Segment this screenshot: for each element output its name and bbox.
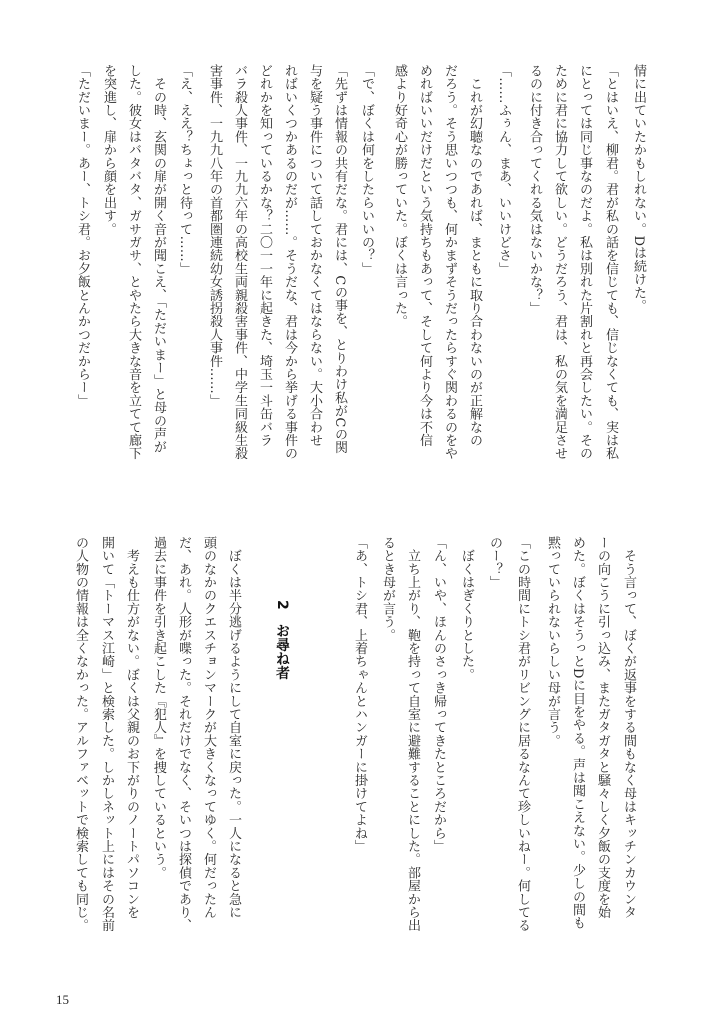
text-line: めた。ぼくはそうっとDに目をやる。声は聞こえない。少しの間も [570,536,585,930]
text-line: そう言って、ぼくが返事をする間もなく母はキッチンカウンタ [621,536,636,919]
text-line: 「ただいまー。あー、トシ君。お夕飯とんかつだからー」 [75,64,90,408]
text-line: 情に出ていたかもしれない。Dは続けた。 [631,64,646,313]
text-line: ぼくは半分逃げるようにして自室に戻った。一人になると急に [226,536,241,919]
text-line: した。彼女はバタバタ、ガサガサ、とやたら大きな音を立てて廊下 [126,64,141,460]
text-line: 感より好奇心が勝っていた。ぼくは言った。 [392,64,407,328]
text-line: ればいくつかあるのだが……。そうだな、君は今から挙げる事件の [282,64,297,460]
text-line: バラ殺人事件、一九九六年の高校生両親殺害事件、中学生同級生殺 [232,64,247,460]
text-line: 「先ずは情報の共有だな。君には、Cの事を、とりわけ私がCの関 [332,64,347,454]
text-line: を突進し、扉から顔を出す。 [101,64,116,236]
text-line: 頭のなかのクエスチョンマークが大きくなってゆく。何だったん [201,536,216,919]
text-line: これが幻聴なのであれば、まともに取り合わないのが正解なの [467,64,482,447]
text-line: 「で、ぼくは何をしたらいいの？」 [359,64,374,276]
text-line: その時、玄関の扉が開く音が聞こえ、「ただいまー」と母の声が [151,64,166,454]
text-line: 「この時間にトシ君がリビングに居るなんて珍しいねー。何してる [515,536,530,932]
text-line: 害事件、一九九八年の首都圏連続幼女誘拐殺人事件……」 [207,64,222,408]
text-line: めればいいだけだという気持ちもあって、そして何より今は不信 [417,64,432,447]
text-line: るのに付き合ってくれる気はないかな？」 [527,64,542,315]
page-number: 15 [56,992,69,1007]
text-line: 「あ、トシ君、上着ちゃんとハンガーに掛けてよね」 [352,536,367,853]
text-line: るとき母が言う。 [380,536,395,642]
section-heading: 2 お尋ね者 [274,600,290,680]
text-line: 開いて「トーマス江崎」と検索した。しかしネット上にはその名前 [99,536,114,932]
text-line: の人物の情報は全くなかった。アルファベットで検索しても同じ。 [73,536,88,932]
text-line: にとっては同じ事なのだよ。私は別れた片割れと再会したい。その [577,64,592,460]
text-line: ーの向こうに引っ込み、またガタガタと騒々しく夕飯の支度を始 [595,536,610,919]
text-line: 黙っていられないらしい母が言う。 [545,536,560,748]
text-line: のー？」 [487,536,502,589]
text-line: 与を疑う事件について話しておかなくてはならない。大小合わせ [307,64,322,447]
text-line: ぼくはぎくりとした。 [459,536,474,682]
text-line: 考えも仕方がない。ぼくは父親のお下がりのノートパソコンを [124,536,139,919]
text-line: ために君に協力して欲しい。どうだろう、君は、私の気を満足させ [552,64,567,460]
text-line: 立ち上がり、鞄を持って自室に避難することにした。部屋から出 [405,536,420,932]
text-line: 「……ふぅん、まあ、いいけどさ」 [496,64,511,276]
text-line: だ、あれ。人形が喋った。それだけでなく、そいつは探偵であり、 [176,536,191,932]
text-line: だろう。そう思いつつも、何かまずそうだったらすぐ関わるのをや [442,64,457,460]
text-line: 「とはいえ、柳君。君が私の話を信じても、信じなくても、実は私 [603,64,618,460]
text-line: 「ん、いや、ほんのさっき帰ってきたところだから」 [431,536,446,853]
text-line: 「え、ええ？ちょっと待って……」 [177,64,192,276]
text-line: 過去に事件を引き起こした『犯人』を捜しているという。 [151,536,166,880]
text-line: どれかを知っているかな？二〇一一年に起きた、埼玉一斗缶バラ [257,64,272,447]
